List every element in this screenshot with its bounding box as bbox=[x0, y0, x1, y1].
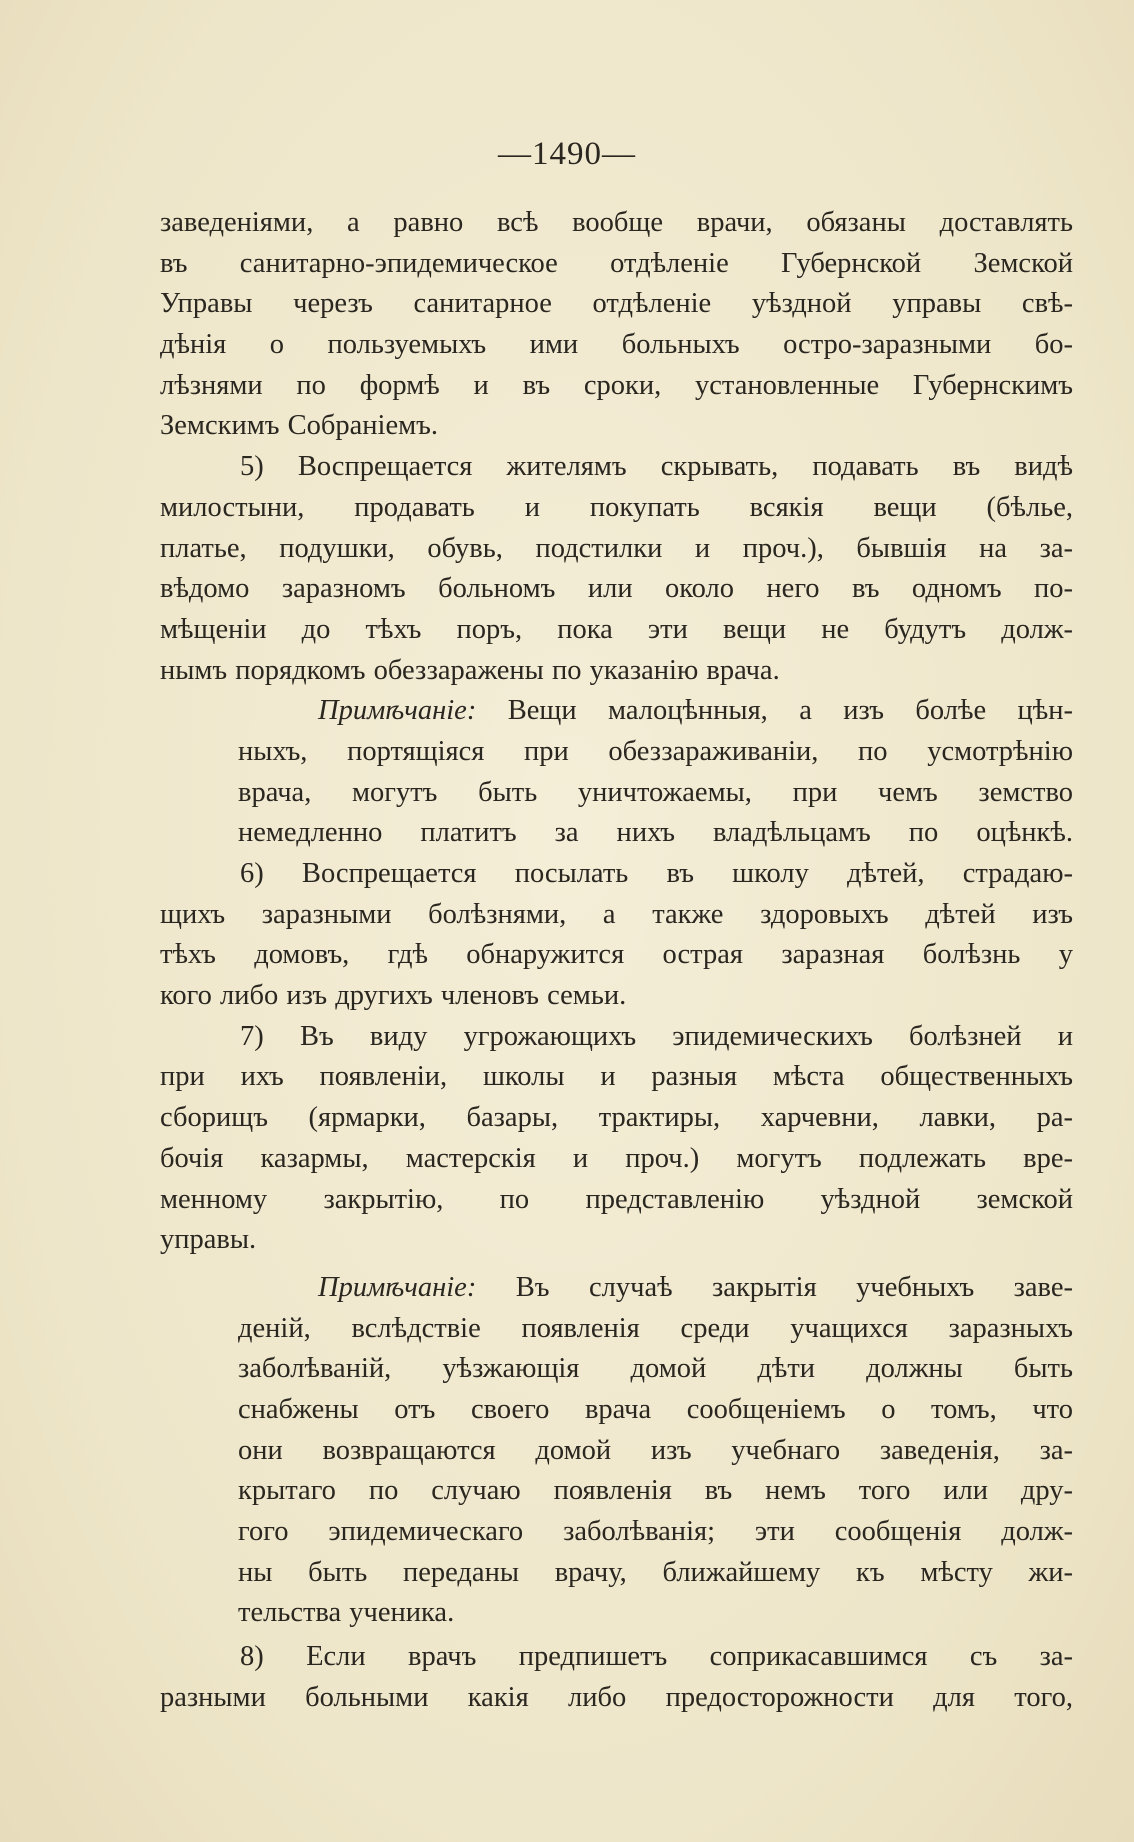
text-line: разными больными какія либо предосторожности для того, bbox=[160, 1681, 1073, 1713]
note-label: Примѣчаніе: bbox=[318, 1271, 477, 1303]
text-line: мѣщеніи до тѣхъ поръ, пока эти вещи не будутъ долж- bbox=[160, 613, 1073, 645]
text-line: платье, подушки, обувь, подстилки и проч.), бывшія на за- bbox=[160, 532, 1073, 564]
text-line: 5) Воспрещается жителямъ скрывать, подавать въ видѣ bbox=[240, 451, 1073, 483]
body-text bbox=[160, 203, 1073, 1718]
text-line: бочія казармы, мастерскія и проч.) могутъ подлежать вре- bbox=[160, 1142, 1073, 1174]
paragraph-6 bbox=[160, 854, 1073, 1017]
text-line: гого эпидемическаго заболѣванія; эти сообщенія долж- bbox=[238, 1516, 1073, 1547]
note-label: Примѣчаніе: bbox=[318, 695, 477, 727]
text-line: деній, вслѣдствіе появленія среди учащихся заразныхъ bbox=[238, 1312, 1073, 1344]
text-line: управы. bbox=[160, 1224, 257, 1256]
text-line: 7) Въ виду угрожающихъ эпидемическихъ болѣзней и bbox=[240, 1020, 1073, 1052]
text-line: 6) Воспрещается посылать въ школу дѣтей, страдаю- bbox=[240, 858, 1073, 889]
text-line: они возвращаются домой изъ учебнаго заведенія, за- bbox=[238, 1434, 1073, 1466]
paragraph-5 bbox=[160, 447, 1073, 691]
text-line: заведеніями, а равно всѣ вообще врачи, обязаны доставлять bbox=[160, 207, 1073, 238]
text-line: тѣхъ домовъ, гдѣ обнаружится острая заразная болѣзнь у bbox=[160, 939, 1073, 971]
paragraph-7 bbox=[160, 1017, 1073, 1261]
text-line: нымъ порядкомъ обеззаражены по указанію врача. bbox=[160, 654, 780, 686]
text-line: Земскимъ Собраніемъ. bbox=[160, 410, 438, 442]
text-line: лѣзнями по формѣ и въ сроки, установленные Губернскимъ bbox=[160, 369, 1073, 401]
paragraph-8 bbox=[160, 1637, 1073, 1718]
text-line: Управы черезъ санитарное отдѣленіе уѣздной управы свѣ- bbox=[160, 288, 1073, 320]
paragraph-continuation bbox=[160, 203, 1073, 447]
text-line: при ихъ появленіи, школы и разныя мѣста общественныхъ bbox=[160, 1061, 1073, 1093]
text-line: сборищъ (ярмарки, базары, трактиры, харчевни, лавки, ра- bbox=[160, 1102, 1073, 1134]
note-text: Въ случаѣ закрытія учебныхъ заве- bbox=[476, 1271, 1073, 1303]
text-line: заболѣваній, уѣзжающія домой дѣти должны быть bbox=[238, 1353, 1073, 1385]
spacer bbox=[160, 1261, 1073, 1268]
note-text: Вещи малоцѣнныя, а изъ болѣе цѣн- bbox=[476, 695, 1073, 727]
text-line: снабжены отъ своего врача сообщеніемъ о томъ, что bbox=[238, 1393, 1073, 1425]
page-number: —1490— bbox=[498, 136, 636, 172]
text-line: тельства ученика. bbox=[238, 1597, 455, 1629]
text-line: вѣдомо заразномъ больномъ или около него въ одномъ по- bbox=[160, 573, 1073, 605]
text-line: менному закрытію, по представленію уѣздной земской bbox=[160, 1183, 1073, 1215]
text-line: щихъ заразными болѣзнями, а также здоровыхъ дѣтей изъ bbox=[160, 898, 1073, 930]
text-line: дѣнія о пользуемыхъ ими больныхъ остро-заразными бо- bbox=[160, 329, 1073, 361]
text-line: въ санитарно-эпидемическое отдѣленіе Губернской Земской bbox=[160, 247, 1073, 279]
text-line: ны быть переданы врачу, ближайшему къ мѣсту жи- bbox=[238, 1556, 1073, 1588]
note-first-line bbox=[160, 691, 1073, 732]
text-line: 8) Если врачъ предпишетъ соприкасавшимся съ за- bbox=[240, 1641, 1073, 1673]
text-line: крытаго по случаю появленія въ немъ того или дру- bbox=[238, 1475, 1073, 1507]
text-line: ныхъ, портящіяся при обеззараживаніи, по усмотрѣнію bbox=[238, 735, 1073, 767]
text-line: врача, могутъ быть уничтожаемы, при чемъ земство bbox=[238, 776, 1073, 808]
note-first-line bbox=[160, 1268, 1073, 1309]
text-line: немедленно платитъ за нихъ владѣльцамъ по оцѣнкѣ. bbox=[238, 817, 1073, 849]
note-2 bbox=[160, 1268, 1073, 1634]
text-line: милостыни, продавать и покупать всякія вещи (бѣлье, bbox=[160, 491, 1073, 523]
note-1 bbox=[160, 691, 1073, 854]
text-line: кого либо изъ другихъ членовъ семьи. bbox=[160, 980, 627, 1012]
